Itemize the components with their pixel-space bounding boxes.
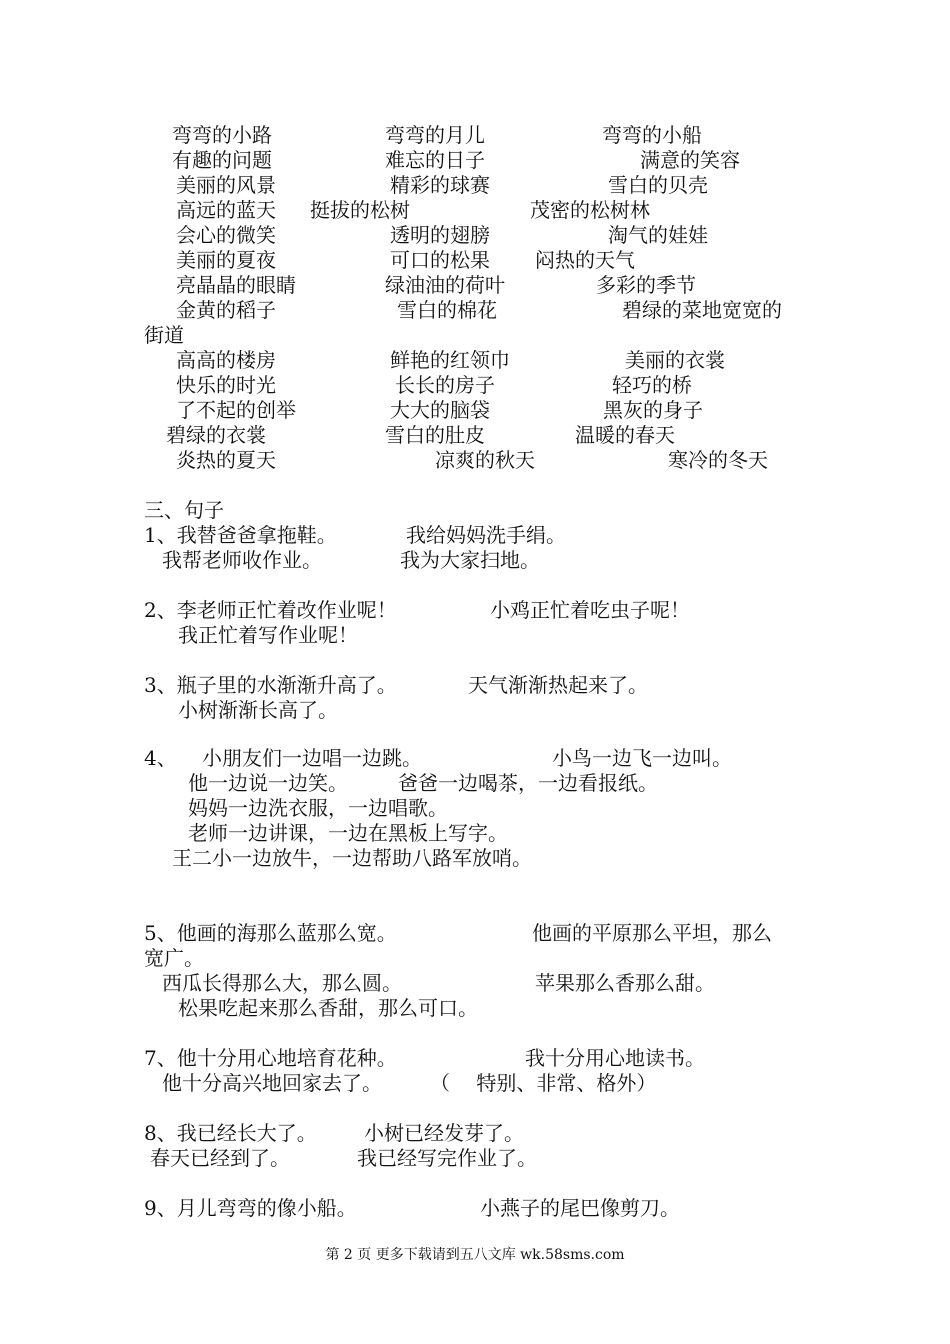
phrase: 可口的松果 bbox=[390, 248, 490, 272]
phrase: 美丽的衣裳 bbox=[625, 348, 725, 372]
phrase: 闷热的天气 bbox=[535, 248, 635, 272]
sentence-line: 苹果那么香那么甜。 bbox=[535, 971, 715, 995]
sentence-line: 小鸡正忙着吃虫子呢！ bbox=[490, 598, 690, 622]
phrase-wrap: 街道 bbox=[144, 323, 184, 347]
sentence-line: 他十分高兴地回家去了。 bbox=[162, 1071, 382, 1095]
phrase: 难忘的日子 bbox=[385, 148, 485, 172]
sentence-line: 妈妈一边洗衣服，一边唱歌。 bbox=[188, 796, 448, 820]
phrase: 炎热的夏天 bbox=[176, 448, 276, 472]
sentence-line: 松果吃起来那么香甜，那么可口。 bbox=[178, 996, 478, 1020]
sentence-line: （ 特别、非常、格外） bbox=[430, 1071, 657, 1095]
phrase: 雪白的棉花 bbox=[397, 298, 497, 322]
phrase: 寒冷的冬天 bbox=[668, 448, 768, 472]
phrase: 美丽的风景 bbox=[176, 173, 276, 197]
phrase: 碧绿的衣裳 bbox=[166, 423, 266, 447]
sentence-line-wrap: 宽广。 bbox=[144, 946, 204, 970]
sentence-line: 小树渐渐长高了。 bbox=[178, 698, 338, 722]
phrase: 高远的蓝天 bbox=[176, 198, 276, 222]
phrase: 快乐的时光 bbox=[176, 373, 276, 397]
phrase: 淘气的娃娃 bbox=[608, 223, 708, 247]
sentence-line: 我正忙着写作业呢！ bbox=[178, 623, 358, 647]
phrase: 雪白的肚皮 bbox=[385, 423, 485, 447]
sentence-line: 春天已经到了。 bbox=[150, 1146, 290, 1170]
phrase: 美丽的夏夜 bbox=[176, 248, 276, 272]
sentence-line: 小树已经发芽了。 bbox=[364, 1121, 524, 1145]
phrase: 精彩的球赛 bbox=[390, 173, 490, 197]
phrase: 弯弯的小路 bbox=[172, 123, 272, 147]
sentence-line: 小朋友们一边唱一边跳。 bbox=[202, 746, 422, 770]
phrase: 金黄的稻子 bbox=[176, 298, 276, 322]
section-title: 三、句子 bbox=[144, 498, 224, 522]
phrase: 亮晶晶的眼睛 bbox=[176, 273, 296, 297]
phrase: 有趣的问题 bbox=[172, 148, 272, 172]
sentence-line: 我十分用心地读书。 bbox=[525, 1046, 705, 1070]
phrase: 高高的楼房 bbox=[176, 348, 276, 372]
phrase: 鲜艳的红领巾 bbox=[390, 348, 510, 372]
sentence-line: 2、李老师正忙着改作业呢！ bbox=[144, 598, 397, 622]
sentence-line: 他一边说一边笑。 bbox=[188, 771, 348, 795]
sentence-line: 1、我替爸爸拿拖鞋。 bbox=[144, 523, 337, 547]
phrase: 黑灰的身子 bbox=[603, 398, 703, 422]
phrase: 轻巧的桥 bbox=[612, 373, 692, 397]
phrase: 满意的笑容 bbox=[640, 148, 740, 172]
sentence-line: 小鸟一边飞一边叫。 bbox=[552, 746, 732, 770]
page-footer: 第 2 页 更多下载请到五八文库 wk.58sms.com bbox=[325, 1247, 625, 1263]
sentence-number: 4、 bbox=[144, 746, 177, 770]
phrase: 了不起的创举 bbox=[176, 398, 296, 422]
phrase: 温暖的春天 bbox=[575, 423, 675, 447]
phrase: 弯弯的月儿 bbox=[385, 123, 485, 147]
phrase: 透明的翅膀 bbox=[390, 223, 490, 247]
phrase: 长长的房子 bbox=[395, 373, 495, 397]
sentence-line: 他画的平原那么平坦，那么 bbox=[532, 921, 772, 945]
sentence-line: 天气渐渐热起来了。 bbox=[468, 673, 648, 697]
sentence-line: 5、他画的海那么蓝那么宽。 bbox=[144, 921, 397, 945]
sentence-line: 小燕子的尾巴像剪刀。 bbox=[480, 1196, 680, 1220]
sentence-line: 3、瓶子里的水渐渐升高了。 bbox=[144, 673, 397, 697]
phrase: 碧绿的菜地宽宽的 bbox=[622, 298, 782, 322]
phrase: 茂密的松树林 bbox=[530, 198, 650, 222]
sentence-line: 我帮老师收作业。 bbox=[162, 548, 322, 572]
sentence-line: 我已经写完作业了。 bbox=[357, 1146, 537, 1170]
phrase: 弯弯的小船 bbox=[602, 123, 702, 147]
sentence-line: 7、他十分用心地培育花种。 bbox=[144, 1046, 397, 1070]
phrase: 挺拔的松树 bbox=[310, 198, 410, 222]
sentence-line: 9、月儿弯弯的像小船。 bbox=[144, 1196, 357, 1220]
sentence-line: 我给妈妈洗手绢。 bbox=[406, 523, 566, 547]
phrase: 绿油油的荷叶 bbox=[385, 273, 505, 297]
sentence-line: 老师一边讲课，一边在黑板上写字。 bbox=[188, 821, 508, 845]
phrase: 会心的微笑 bbox=[176, 223, 276, 247]
phrase: 凉爽的秋天 bbox=[435, 448, 535, 472]
sentence-line: 8、我已经长大了。 bbox=[144, 1121, 317, 1145]
sentence-line: 我为大家扫地。 bbox=[400, 548, 540, 572]
sentence-line: 爸爸一边喝茶，一边看报纸。 bbox=[398, 771, 658, 795]
sentence-line: 王二小一边放牛，一边帮助八路军放哨。 bbox=[172, 846, 532, 870]
phrase: 多彩的季节 bbox=[596, 273, 696, 297]
sentence-line: 西瓜长得那么大，那么圆。 bbox=[162, 971, 402, 995]
phrase: 雪白的贝壳 bbox=[608, 173, 708, 197]
phrase: 大大的脑袋 bbox=[390, 398, 490, 422]
